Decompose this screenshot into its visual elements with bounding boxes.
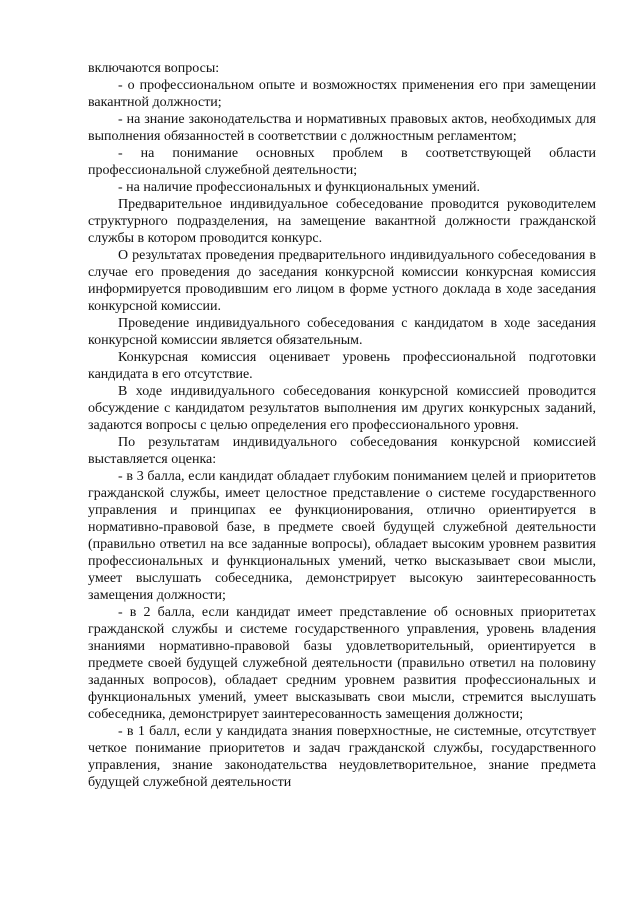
list-item-score-2: - в 2 балла, если кандидат имеет представление об основных приоритетах гражданской службы и системе государственного управления, уровень владения знаниями нормативно-правовой базы удовлетворительный, ориентируется в предмете своей будущей служебной деятельности (правильно ответил на половину заданных вопросов), обладает средним уровнем развития профессиональных и функциональных умений, умеет высказывать свои мысли, стремится выслушать собеседника, демонстрирует заинтересованность замещения должности; [88,605,596,722]
list-item-experience: - о профессиональном опыте и возможностях применения его при замещении вакантной должности; [88,78,596,110]
list-item-skills: - на наличие профессиональных и функциональных умений. [118,180,481,195]
list-item-problems: - на понимание основных проблем в соответствующей области профессиональной служебной деятельности; [88,146,596,178]
paragraph-preliminary-interview: Предварительное индивидуальное собеседование проводится руководителем структурного подразделения, на замещение вакантной должности гражданской службы в котором проводится конкурс. [88,197,596,246]
paragraph-intro: включаются вопросы: [88,61,220,76]
list-item-score-1: - в 1 балл, если у кандидата знания поверхностные, не системные, отсутствует четкое понимание приоритетов и задач гражданской службы, государственного управления, знание законодательства неудовлетворительное, знание предмета будущей служебной деятельности [88,724,596,790]
paragraph-interview-discussion: В ходе индивидуального собеседования конкурсной комиссией проводится обсуждение с кандидатом результатов выполнения им других конкурсных заданий, задаются вопросы с целью определения его профессионального уровня. [88,384,596,433]
paragraph-interview-results: О результатах проведения предварительного индивидуального собеседования в случае его проведения до заседания конкурсной комиссии конкурсная комиссия информируется проводившим его лицом в форме устного доклада в ходе заседания конкурсной комиссии. [88,248,596,314]
paragraph-mandatory-interview: Проведение индивидуального собеседования с кандидатом в ходе заседания конкурсной комиссии является обязательным. [88,316,596,348]
list-item-score-3: - в 3 балла, если кандидат обладает глубоким пониманием целей и приоритетов гражданской службы, имеет целостное представление о системе государственного управления и принципах ее функционирования, отлично ориентируется в нормативно-правовой базе, в предмете своей будущей служебной деятельности (правильно ответил на все заданные вопросы), обладает высоким уровнем развития профессиональных и функциональных умений, четко высказывает свои мысли, умеет выслушать собеседника, демонстрирует высокую заинтересованность замещения должности; [88,469,596,603]
paragraph-scoring-intro: По результатам индивидуального собеседования конкурсной комиссией выставляется оценка: [88,435,596,467]
list-item-legislation: - на знание законодательства и нормативных правовых актов, необходимых для выполнения обязанностей в соответствии с должностным регламентом; [88,112,596,144]
document-page [88,60,596,791]
paragraph-commission-assessment: Конкурсная комиссия оценивает уровень профессиональной подготовки кандидата в его отсутствие. [88,350,596,382]
